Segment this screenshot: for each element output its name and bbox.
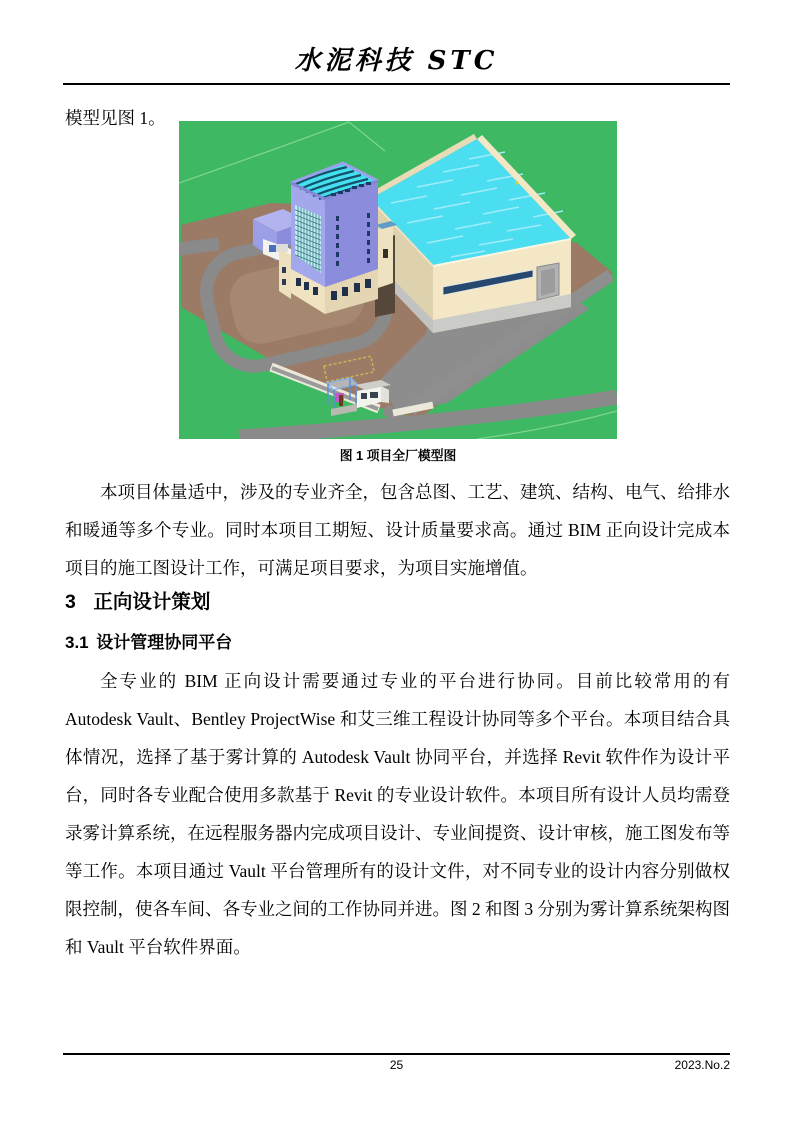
footer-rule	[63, 1053, 730, 1055]
section-3-title: 正向设计策划	[93, 591, 211, 613]
lead-text: 模型见图 1。	[65, 107, 166, 128]
section-3-1-heading	[65, 628, 232, 653]
section-3-1-number: 3.1	[65, 633, 89, 652]
section-3-1-title: 设计管理协同平台	[96, 633, 233, 652]
paragraph-2: 全专业的 BIM 正向设计需要通过专业的平台进行协同。目前比较常用的有 Autodesk Vault、Bentley ProjectWise 和艾三维工程设计协同等多个平台。本项目结合具体情况，选择了基于雾计算的 Autodesk Vault 协同平台，并选择 Revit 软件作为设计平台，同时各专业配合使用多款基于 Revit 的专业设计软件。本项目所有设计人员均需登录雾计算系统，在远程服务器内完成项目设计、专业间提资、设计审核，施工图发布等等工作。本项目通过 Vault 平台管理所有的设计文件，对不同专业的设计内容分别做权限控制，使各车间、各专业之间的工作协同并进。图 2 和图 3 分别为雾计算系统架构图和 Vault 平台软件界面。	[65, 671, 730, 957]
paragraph-1: 本项目体量适中，涉及的专业齐全，包含总图、工艺、建筑、结构、电气、给排水和暖通等多个专业。同时本项目工期短、设计质量要求高。通过 BIM 正向设计完成本项目的施工图设计工作，可满足项目要求，为项目实施增值。	[65, 482, 730, 578]
journal-title: 水泥科技 STC	[294, 46, 499, 76]
page-number: 25	[389, 1058, 404, 1072]
figure-1-caption: 图 1 项目全厂模型图	[339, 448, 457, 463]
plant-model-image	[179, 121, 617, 439]
stair-annex	[375, 221, 397, 317]
header-rule	[63, 83, 730, 85]
road-stub	[179, 244, 219, 249]
figure-1	[179, 121, 617, 464]
truck	[269, 245, 276, 252]
roof-vent-dot	[515, 181, 518, 184]
issue-label: 2023.No.2	[674, 1058, 730, 1072]
section-3-number: 3	[65, 591, 76, 613]
section-3-heading	[65, 586, 210, 614]
